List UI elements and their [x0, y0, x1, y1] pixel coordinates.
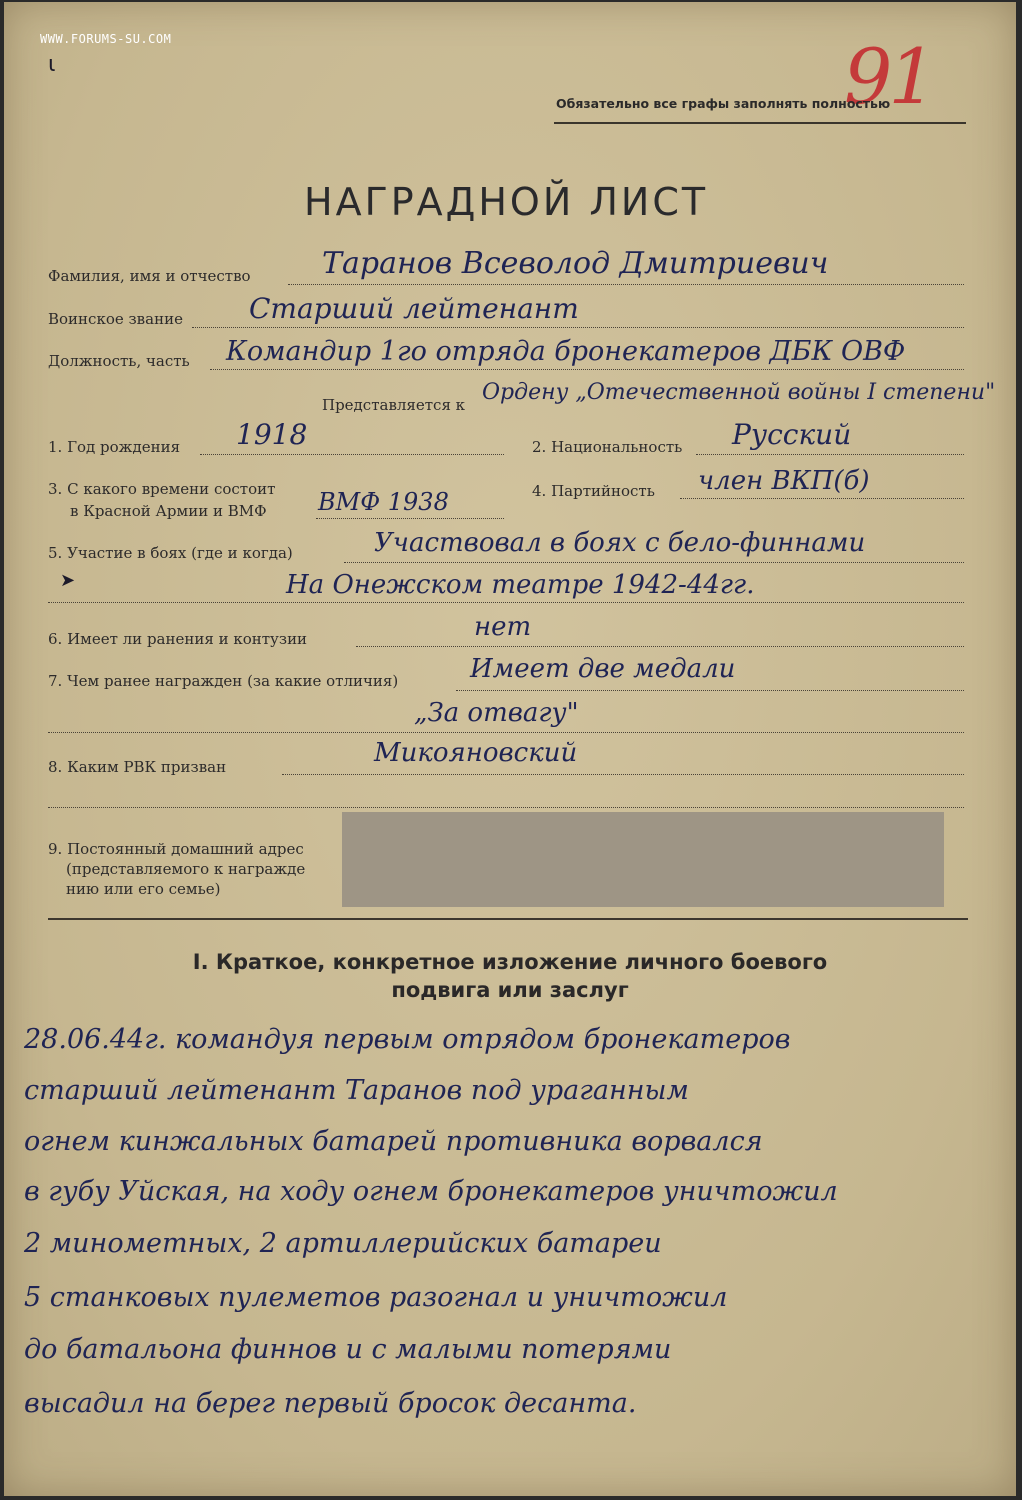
rank-label: Воинское звание	[48, 310, 183, 328]
wounds-value: нет	[474, 612, 532, 642]
nationality-value: Русский	[732, 418, 852, 451]
narrative-line: старший лейтенант Таранов под ураганным	[24, 1075, 689, 1106]
folio-number: 91	[844, 32, 933, 121]
name-label: Фамилия, имя и отчество	[48, 267, 251, 285]
dotted-line	[48, 807, 964, 808]
battles-value-cont: На Онежском театре 1942-44гг.	[286, 570, 755, 600]
rvk-label: 8. Каким РВК призван	[48, 758, 227, 776]
section-heading: I. Краткое, конкретное изложение личного боевого	[192, 950, 828, 974]
dotted-line	[48, 602, 964, 603]
narrative-line: 2 минометных, 2 артиллерийских батареи	[24, 1228, 662, 1259]
address-label-cont-2: нию или его семье)	[66, 880, 221, 898]
nationality-label: 2. Национальность	[532, 438, 683, 456]
name-value: Таранов Всеволод Дмитриевич	[322, 246, 829, 281]
nominated-label: Представляется к	[322, 396, 466, 414]
narrative-line: в губу Уйская, на ходу огнем бронекатеров уничтожил	[24, 1176, 838, 1207]
redaction-block	[342, 812, 944, 907]
birth-year-label: 1. Год рождения	[48, 438, 181, 456]
narrative-line: 28.06.44г. командуя первым отрядом бронекатеров	[24, 1024, 791, 1055]
awards-value: Имеет две медали	[470, 654, 736, 684]
dotted-line	[456, 690, 964, 691]
narrative-line: огнем кинжальных батарей противника ворвался	[24, 1126, 763, 1157]
position-value: Командир 1го отряда бронекатеров ДБК ОВФ	[226, 336, 906, 367]
rank-value: Старший лейтенант	[249, 292, 579, 325]
section-heading-cont: подвига или заслуг	[391, 978, 629, 1002]
corner-handwritten-mark: ɩ	[48, 52, 56, 77]
battles-value: Участвовал в боях с бело-финнами	[374, 528, 866, 558]
watermark: WWW.FORUMS-SU.COM	[40, 32, 172, 46]
dotted-line	[192, 327, 964, 328]
address-label-cont: (представляемого к награжде	[66, 860, 306, 878]
dotted-line	[696, 454, 964, 455]
dotted-line	[210, 369, 964, 370]
side-handwritten-mark: ➤	[60, 570, 76, 591]
party-value: член ВКП(б)	[698, 466, 870, 496]
dotted-line	[48, 732, 964, 733]
nominated-value: Ордену „Отечественной войны I степени"	[482, 380, 996, 405]
position-label: Должность, часть	[48, 352, 190, 370]
narrative-line: высадил на берег первый бросок десанта.	[24, 1388, 637, 1419]
document-title: НАГРАДНОЙ ЛИСТ	[304, 180, 709, 224]
dotted-line	[200, 454, 504, 455]
section-divider	[48, 918, 968, 920]
address-label: 9. Постоянный домашний адрес	[48, 840, 304, 858]
dotted-line	[680, 498, 964, 499]
dotted-line	[282, 774, 964, 775]
awards-label: 7. Чем ранее награжден (за какие отличия)	[48, 672, 399, 690]
award-sheet	[4, 2, 1016, 1496]
dotted-line	[356, 646, 964, 647]
service-label-cont: в Красной Армии и ВМФ	[70, 502, 267, 520]
service-value: ВМФ 1938	[318, 488, 449, 516]
wounds-label: 6. Имеет ли ранения и контузии	[48, 630, 308, 648]
service-label: 3. С какого времени состоит	[48, 480, 276, 498]
obligatory-note: Обязательно все графы заполнять полностью	[556, 96, 891, 111]
party-label: 4. Партийность	[532, 482, 655, 500]
battles-label: 5. Участие в боях (где и когда)	[48, 544, 293, 562]
rvk-value: Микояновский	[374, 738, 578, 768]
divider	[554, 122, 966, 124]
dotted-line	[344, 562, 964, 563]
birth-year-value: 1918	[236, 418, 308, 451]
narrative-line: 5 станковых пулеметов разогнал и уничтожил	[24, 1282, 728, 1313]
dotted-line	[316, 518, 504, 519]
dotted-line	[288, 284, 964, 285]
awards-value-cont: „За отвагу"	[414, 698, 579, 728]
narrative-line: до батальона финнов и с малыми потерями	[24, 1334, 672, 1365]
